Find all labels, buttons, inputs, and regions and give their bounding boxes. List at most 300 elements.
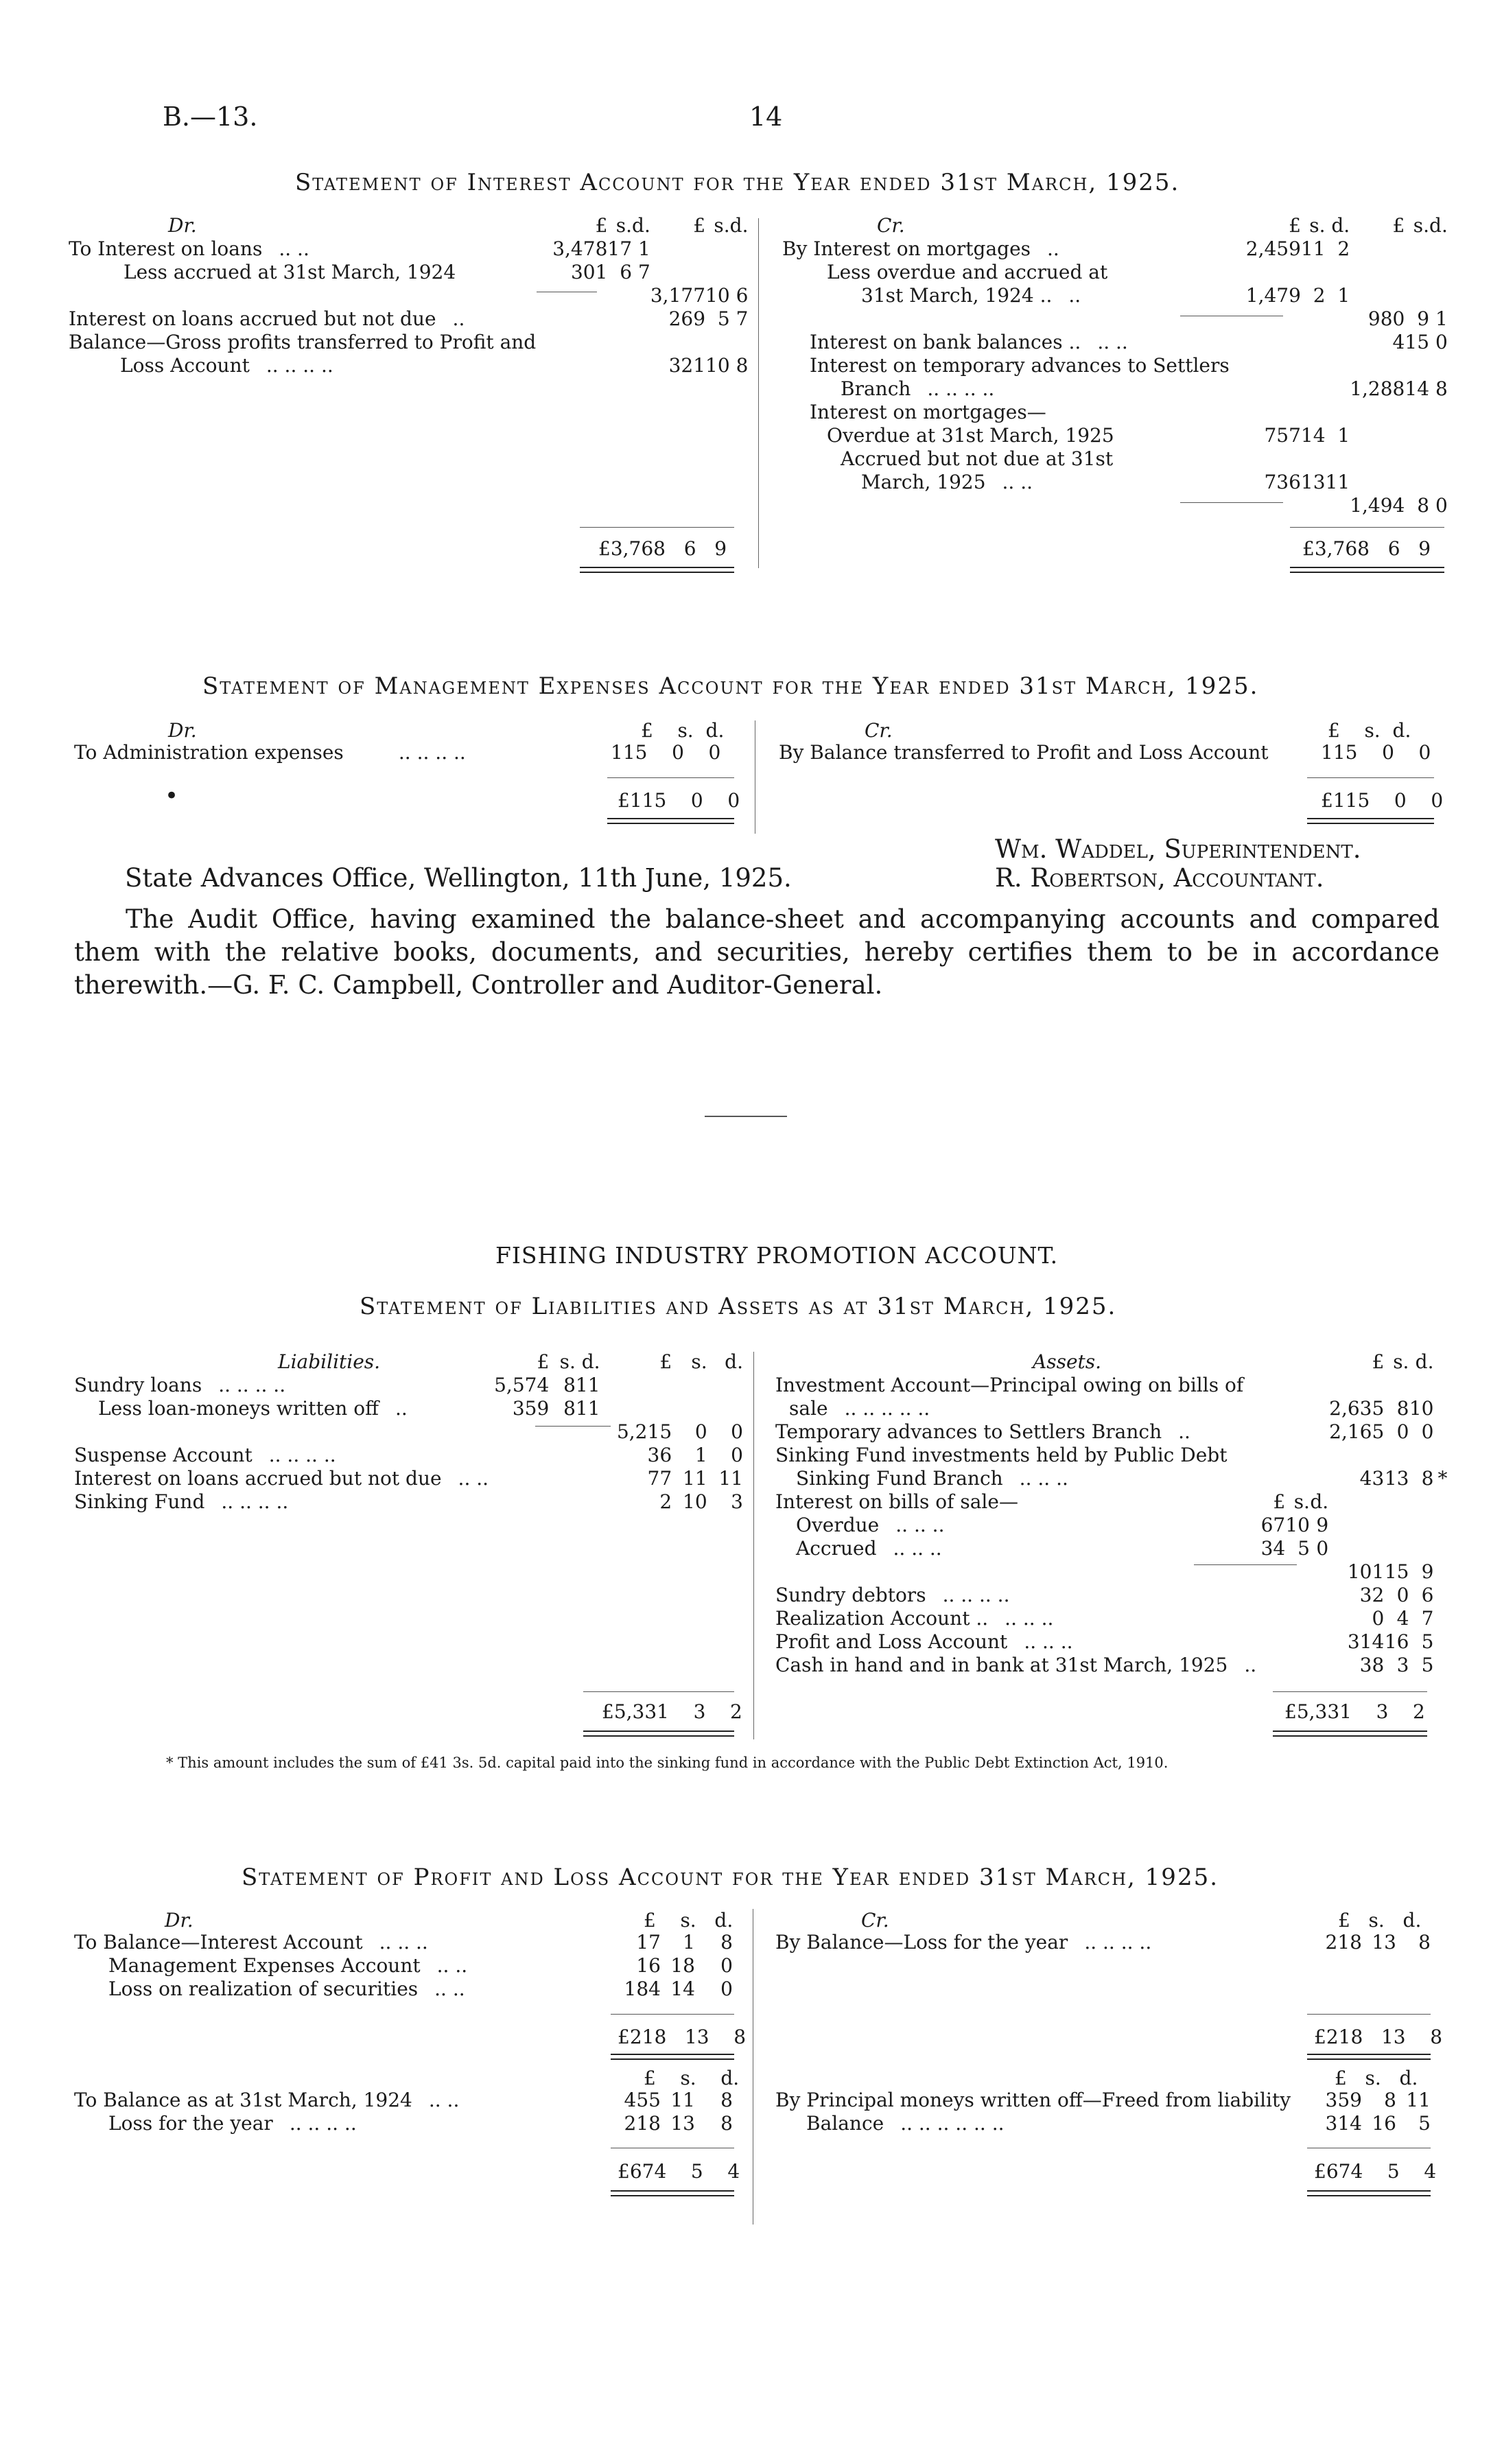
value-shillings [1405, 447, 1429, 471]
value-pounds [489, 1420, 549, 1444]
row-label [782, 447, 1246, 471]
value-pounds [489, 1490, 549, 1514]
value-pence [576, 1490, 600, 1514]
row-label [782, 494, 1246, 517]
value-pounds: 38 [1359, 1654, 1385, 1676]
value-pounds [552, 331, 607, 354]
value-shillings: s. [1293, 1490, 1310, 1513]
value-pounds [1246, 447, 1301, 471]
value-pence: 1 [638, 237, 650, 260]
value-shillings [672, 1374, 707, 1397]
value-pounds [1350, 447, 1405, 471]
row-dots [1227, 1444, 1243, 1466]
value-pounds: 359 [512, 1397, 550, 1420]
row-dots: .. .. .. [893, 1537, 942, 1560]
value-shillings: 3 [1396, 1654, 1409, 1676]
ledger-row [782, 307, 1448, 331]
signature-accountant [995, 863, 1324, 893]
total-shillings: 0 [690, 789, 703, 812]
row-dots: .. .. .. .. [221, 1490, 289, 1513]
section-separator [705, 1116, 787, 1117]
row-dots [775, 1560, 792, 1583]
management-total-left [618, 789, 740, 812]
value-pence: 0 [1316, 1537, 1329, 1560]
row-dots: .. .. .. .. .. [844, 1397, 930, 1420]
value-pounds [1328, 1444, 1384, 1467]
total-shillings: 5 [690, 2160, 703, 2183]
value-shillings [1301, 354, 1326, 377]
value-shillings [607, 284, 632, 307]
row-text: Interest on bills of sale— [775, 1490, 1018, 1513]
value-pounds: 3,177 [650, 284, 706, 307]
total-pounds: £115 [618, 789, 667, 812]
row-dots: .. .. [1097, 331, 1128, 353]
value-shillings: 11 [683, 1467, 707, 1490]
row-label [69, 261, 552, 284]
interest-divider [758, 218, 759, 568]
value-shillings [1301, 261, 1326, 284]
value-pence [1429, 471, 1448, 494]
row-text: Sinking Fund [74, 1490, 205, 1513]
row-dots: .. .. .. .. [927, 377, 995, 400]
value-pounds: 115 [1321, 741, 1358, 764]
value-pounds: 314 [1325, 2112, 1362, 2135]
value-pounds [1246, 261, 1301, 284]
value-pence [1429, 354, 1448, 377]
row-label [69, 284, 552, 307]
value-shillings [607, 354, 632, 377]
ledger-row [74, 1467, 743, 1490]
value-pounds [1260, 1467, 1285, 1490]
value-pence [1326, 307, 1350, 331]
row-dots: .. .. .. .. [1084, 1931, 1152, 1953]
cur-pence: d. [632, 214, 650, 237]
total-shillings: 0 [1394, 789, 1407, 812]
value-pence [1409, 1444, 1433, 1467]
ledger-row [775, 1444, 1448, 1467]
value-pounds [650, 331, 705, 354]
value-pounds [552, 354, 607, 377]
value-shillings: 17 [607, 237, 633, 260]
footnote-mark [1434, 1514, 1448, 1537]
row-label [782, 471, 1246, 494]
pnl-right-cur-2 [1335, 2067, 1418, 2090]
interest-left-table [69, 214, 749, 377]
value-shillings: 14 [1300, 424, 1326, 447]
ledger-row [775, 1560, 1448, 1584]
total-pounds: £674 [1314, 2160, 1363, 2183]
value-pounds: 34 [1260, 1537, 1286, 1560]
footnote-mark [1434, 1630, 1448, 1654]
value-shillings: 8 [1396, 1397, 1409, 1420]
value-pounds: 321 [668, 354, 706, 377]
row-dots [1107, 261, 1124, 283]
value-pounds: 115 [611, 741, 648, 764]
value-pounds [1350, 237, 1405, 261]
value-shillings: 6 [620, 261, 633, 283]
signature-text: R. Robertson, Accountant. [995, 863, 1324, 893]
value-pence: 11 [718, 1467, 743, 1490]
value-shillings [705, 331, 730, 354]
value-pounds [1260, 1444, 1285, 1467]
ledger-row [69, 354, 749, 377]
row-dots [456, 261, 472, 283]
value-pence: 6 [1421, 1584, 1434, 1606]
value-pounds: 16 [636, 1954, 661, 1977]
fishing-left-cur-row [74, 1350, 743, 1374]
row-text: To Balance as at 31st March, 1924 [74, 2089, 412, 2111]
row-label [775, 1467, 1260, 1490]
cur-pence: d. [720, 2067, 740, 2089]
cur-pound: £ [641, 719, 653, 742]
value-pence [1310, 1420, 1328, 1444]
page-number: 14 [749, 102, 783, 132]
row-dots: .. .. .. [1019, 1467, 1068, 1490]
value-pounds: 184 [624, 1978, 661, 2000]
row-text: Temporary advances to Settlers Branch [775, 1420, 1162, 1443]
value-pounds [489, 1467, 549, 1490]
row-label [69, 331, 552, 354]
row-label [775, 1514, 1260, 1537]
value-pounds: 5,574 [494, 1374, 550, 1396]
row-label [775, 1444, 1260, 1467]
value-pence [730, 331, 749, 354]
fishing-sub-rule [535, 1426, 611, 1427]
row-text: Less loan-moneys written off [98, 1397, 379, 1420]
total-shillings: 6 [683, 537, 696, 560]
cur-pound: £ [659, 1350, 672, 1373]
pnl-double-rule [611, 2190, 734, 2196]
value-pounds: 269 [668, 307, 706, 330]
value-pounds [1246, 331, 1301, 354]
value-pence [632, 354, 650, 377]
cur-pence: d. [725, 1350, 743, 1373]
cur-pence: d. [1392, 719, 1411, 742]
row-text: Less accrued at 31st March, 1924 [124, 261, 456, 283]
value-shillings [1405, 401, 1429, 424]
value-shillings: 1 [683, 1931, 695, 1953]
row-label [74, 1444, 489, 1467]
value-shillings: 14 [670, 1978, 695, 2000]
footnote-mark [1434, 1584, 1448, 1607]
interest-cr-label: Cr. [877, 214, 905, 237]
total-pence: 8 [733, 2026, 747, 2048]
row-text: Sinking Fund Branch [796, 1467, 1003, 1490]
cur-shilling: s. [1309, 214, 1326, 237]
value-pounds [1260, 1584, 1285, 1607]
value-pence: 5 [1418, 2112, 1431, 2135]
row-text: Profit and Loss Account [775, 1630, 1008, 1653]
value-pence: 5 [1421, 1630, 1434, 1653]
row-label [782, 377, 1246, 401]
row-dots: .. [1244, 1654, 1257, 1676]
fishing-left-table [74, 1350, 743, 1514]
row-label [69, 354, 552, 377]
value-shillings: 11 [670, 2089, 695, 2111]
value-pence [1310, 1654, 1328, 1677]
fishing-right-table [775, 1350, 1448, 1677]
ledger-row [782, 331, 1448, 354]
row-label [775, 2089, 1311, 2112]
footnote-mark: * [1437, 1467, 1448, 1490]
value-pounds: 218 [624, 2112, 661, 2135]
ledger-row [775, 1931, 1431, 1954]
ledger-row [775, 1514, 1448, 1537]
value-pounds [1260, 1654, 1285, 1677]
pnl-cr-label: Cr. [861, 1909, 889, 1932]
pnl-total-rule [611, 2014, 734, 2015]
row-text: Sundry debtors [775, 1584, 926, 1606]
value-pounds: 2,635 [1329, 1397, 1385, 1420]
fishing-liab-label: Liabilities. [278, 1350, 381, 1373]
row-text: Sinking Fund investments held by Public Debt [775, 1444, 1228, 1466]
interest-double-rule [580, 567, 734, 573]
value-pence [1310, 1630, 1328, 1654]
value-pence: 8 [720, 2112, 733, 2135]
value-shillings: 13 [1300, 471, 1326, 493]
row-label [775, 1931, 1311, 1954]
value-shillings: 8 [1384, 2089, 1396, 2111]
row-dots: .. .. .. .. [398, 741, 466, 764]
row-dots [1046, 401, 1063, 423]
total-pence: 4 [727, 2160, 740, 2183]
row-label [782, 284, 1246, 307]
value-pounds: 2 [659, 1490, 672, 1513]
management-right-value [1321, 741, 1431, 764]
interest-sub-rule [1180, 502, 1283, 503]
value-pence: 8 [720, 1931, 733, 1953]
pnl-left-table-1 [74, 1931, 733, 2001]
pnl-dr-label: Dr. [165, 1909, 193, 1932]
ledger-row [775, 1537, 1448, 1560]
value-pounds [600, 1374, 672, 1397]
pnl-total1-left [618, 2026, 746, 2049]
pnl-total1-right [1314, 2026, 1442, 2049]
value-pence [1326, 447, 1350, 471]
row-dots: .. [452, 307, 465, 330]
signature-superintendent [995, 834, 1361, 864]
management-left-row [74, 741, 466, 764]
value-pounds: 5,215 [616, 1420, 672, 1443]
value-shillings [705, 237, 730, 261]
value-shillings: 13 [1384, 1467, 1409, 1490]
row-text: sale [789, 1397, 828, 1420]
value-pence: 0 [1435, 331, 1448, 353]
value-pence: 0 [1418, 741, 1431, 764]
value-shillings [1285, 1444, 1310, 1467]
row-text: Interest on loans accrued but not due [74, 1467, 442, 1490]
value-pounds: 17 [636, 1931, 661, 1953]
value-pounds: 736 [1264, 471, 1301, 493]
value-pounds [1246, 377, 1301, 401]
ledger-row [74, 1397, 743, 1420]
total-pence: 2 [1413, 1700, 1425, 1723]
management-double-rule [1307, 818, 1434, 824]
value-shillings: 13 [670, 2112, 695, 2135]
ledger-row [74, 1954, 733, 1978]
value-pence: 11 [1406, 2089, 1431, 2111]
row-dots [1243, 1374, 1260, 1396]
row-label [775, 1397, 1260, 1420]
value-shillings [1405, 424, 1429, 447]
cur-pound: £ [1328, 719, 1340, 742]
management-dr-label: Dr. [168, 719, 197, 742]
value-pence: 8 [1418, 1931, 1431, 1953]
row-label [74, 1420, 489, 1444]
interest-right-table [782, 214, 1448, 517]
value-shillings: 5 [1298, 1537, 1310, 1560]
value-pounds: 757 [1264, 424, 1301, 447]
management-right-cur [1328, 719, 1411, 742]
value-shillings: 16 [1384, 1630, 1409, 1653]
row-text: By Interest on mortgages [782, 237, 1031, 260]
row-label [782, 237, 1246, 261]
value-shillings: 9 [1417, 307, 1430, 330]
value-shillings: 15 [1384, 1560, 1409, 1583]
row-label [74, 1931, 602, 1954]
cur-shilling: s. [714, 214, 730, 237]
row-label [69, 307, 552, 331]
value-pence: 11 [575, 1397, 600, 1420]
row-dots: .. .. [436, 1954, 468, 1977]
value-shillings [1405, 284, 1429, 307]
ledger-row [74, 1420, 743, 1444]
value-shillings: 14 [1405, 377, 1430, 400]
footnote-mark [1434, 1654, 1448, 1677]
value-pence: 0 [720, 1954, 733, 1977]
cur-pound: £ [1338, 1909, 1350, 1932]
value-pence [1326, 494, 1350, 517]
value-pence [576, 1467, 600, 1490]
value-pence: 5 [1421, 1654, 1434, 1676]
row-text: Accrued but not due at 31st [841, 447, 1114, 470]
ledger-row [782, 261, 1448, 284]
cur-shilling: s. [680, 2067, 696, 2089]
ledger-row [74, 1978, 733, 2001]
row-dots [74, 1420, 91, 1443]
row-text: Overdue [796, 1514, 880, 1536]
value-pence [1409, 1490, 1433, 1514]
value-shillings: 4 [1396, 1607, 1409, 1630]
fishing-title: Statement of Liabilities and Assets as at 31st March, 1925. [360, 1293, 1117, 1320]
row-dots: .. .. .. [1024, 1630, 1073, 1653]
value-pence [730, 237, 749, 261]
value-pounds [552, 307, 607, 331]
pnl-double-rule [1307, 2054, 1431, 2060]
row-dots: .. .. [458, 1467, 489, 1490]
ledger-row [775, 1654, 1448, 1677]
value-pounds: 1,494 [1350, 494, 1405, 517]
row-label [74, 1954, 602, 1978]
footnote-mark [1434, 1444, 1448, 1467]
value-shillings [1285, 1654, 1310, 1677]
row-label [74, 1374, 489, 1397]
total-pounds: £218 [618, 2026, 667, 2048]
value-pounds [1246, 401, 1301, 424]
value-shillings: 10 [705, 354, 730, 377]
ledger-row [74, 1931, 733, 1954]
cur-shilling: s. [680, 1909, 696, 1932]
row-text: Accrued [796, 1537, 877, 1560]
row-dots: .. [395, 1397, 408, 1420]
value-pence [1326, 331, 1350, 354]
value-pounds: 980 [1367, 307, 1405, 330]
cur-pound: £ [1289, 214, 1301, 237]
total-shillings: 13 [1381, 2026, 1406, 2048]
value-shillings: 1 [694, 1444, 707, 1466]
cur-pence: d. [705, 719, 725, 742]
ledger-row [775, 1467, 1448, 1490]
total-pounds: £115 [1321, 789, 1370, 812]
fishing-double-rule [583, 1730, 734, 1737]
value-pounds [1260, 1420, 1285, 1444]
row-text: Cash in hand and in bank at 31st March, 1925 [775, 1654, 1228, 1676]
value-pence [1310, 1397, 1328, 1420]
row-label [74, 2112, 602, 2135]
value-shillings [607, 307, 632, 331]
footnote-mark [1434, 1420, 1448, 1444]
pnl-right-cur-1 [1338, 1909, 1421, 1932]
value-shillings [549, 1467, 576, 1490]
value-pence [1429, 261, 1448, 284]
value-pence: 0 [731, 1420, 743, 1443]
row-text: Interest on temporary advances to Settlers [810, 354, 1230, 377]
fishing-total-rule [583, 1691, 734, 1692]
value-pounds [600, 1397, 672, 1420]
row-label [782, 354, 1246, 377]
total-pence: 9 [1418, 537, 1431, 560]
cur-pound: £ [1335, 2067, 1347, 2089]
interest-dr-label: Dr. [168, 214, 197, 237]
total-shillings: 13 [684, 2026, 709, 2048]
total-shillings: 3 [1376, 1700, 1389, 1723]
value-pence [707, 1397, 743, 1420]
value-shillings: 0 [1382, 741, 1394, 764]
signoff-place: State Advances Office, Wellington, 11th June, 1925. [125, 863, 792, 893]
value-pence: 1 [1337, 284, 1350, 307]
footnote-mark [1434, 1374, 1448, 1397]
row-dots [1114, 424, 1131, 447]
management-total-right [1321, 789, 1443, 812]
pnl-left-table-2 [74, 2089, 733, 2135]
value-pounds: 2,459 [1245, 237, 1301, 260]
row-label [775, 1630, 1260, 1654]
value-pence [1326, 401, 1350, 424]
row-text: Loss Account [120, 354, 250, 377]
pnl-total-rule [1307, 2014, 1431, 2015]
value-shillings: 10 [705, 284, 730, 307]
cur-shilling: s. [559, 1350, 576, 1373]
value-shillings [1285, 1397, 1310, 1420]
value-pounds [1260, 1630, 1285, 1654]
bullet-mark: • [165, 782, 179, 810]
value-pounds: 314 [1347, 1630, 1385, 1653]
interest-right-cur-row [782, 214, 1448, 237]
row-label [775, 1560, 1260, 1584]
value-pence [730, 261, 749, 284]
total-pence: 4 [1424, 2160, 1437, 2183]
total-pounds: £674 [618, 2160, 667, 2183]
value-pounds: 455 [624, 2089, 661, 2111]
fishing-footnote: * This amount includes the sum of £41 3s. 5d. capital paid into the sinking fund in accordance with the Public Debt Extinction Act, 1910. [166, 1755, 1169, 1771]
value-pence [1429, 401, 1448, 424]
row-label [74, 2089, 602, 2112]
value-shillings [1405, 354, 1429, 377]
ledger-row [782, 471, 1448, 494]
value-pence: 9 [1421, 1560, 1434, 1583]
row-label [782, 331, 1246, 354]
ledger-row [775, 1374, 1448, 1397]
